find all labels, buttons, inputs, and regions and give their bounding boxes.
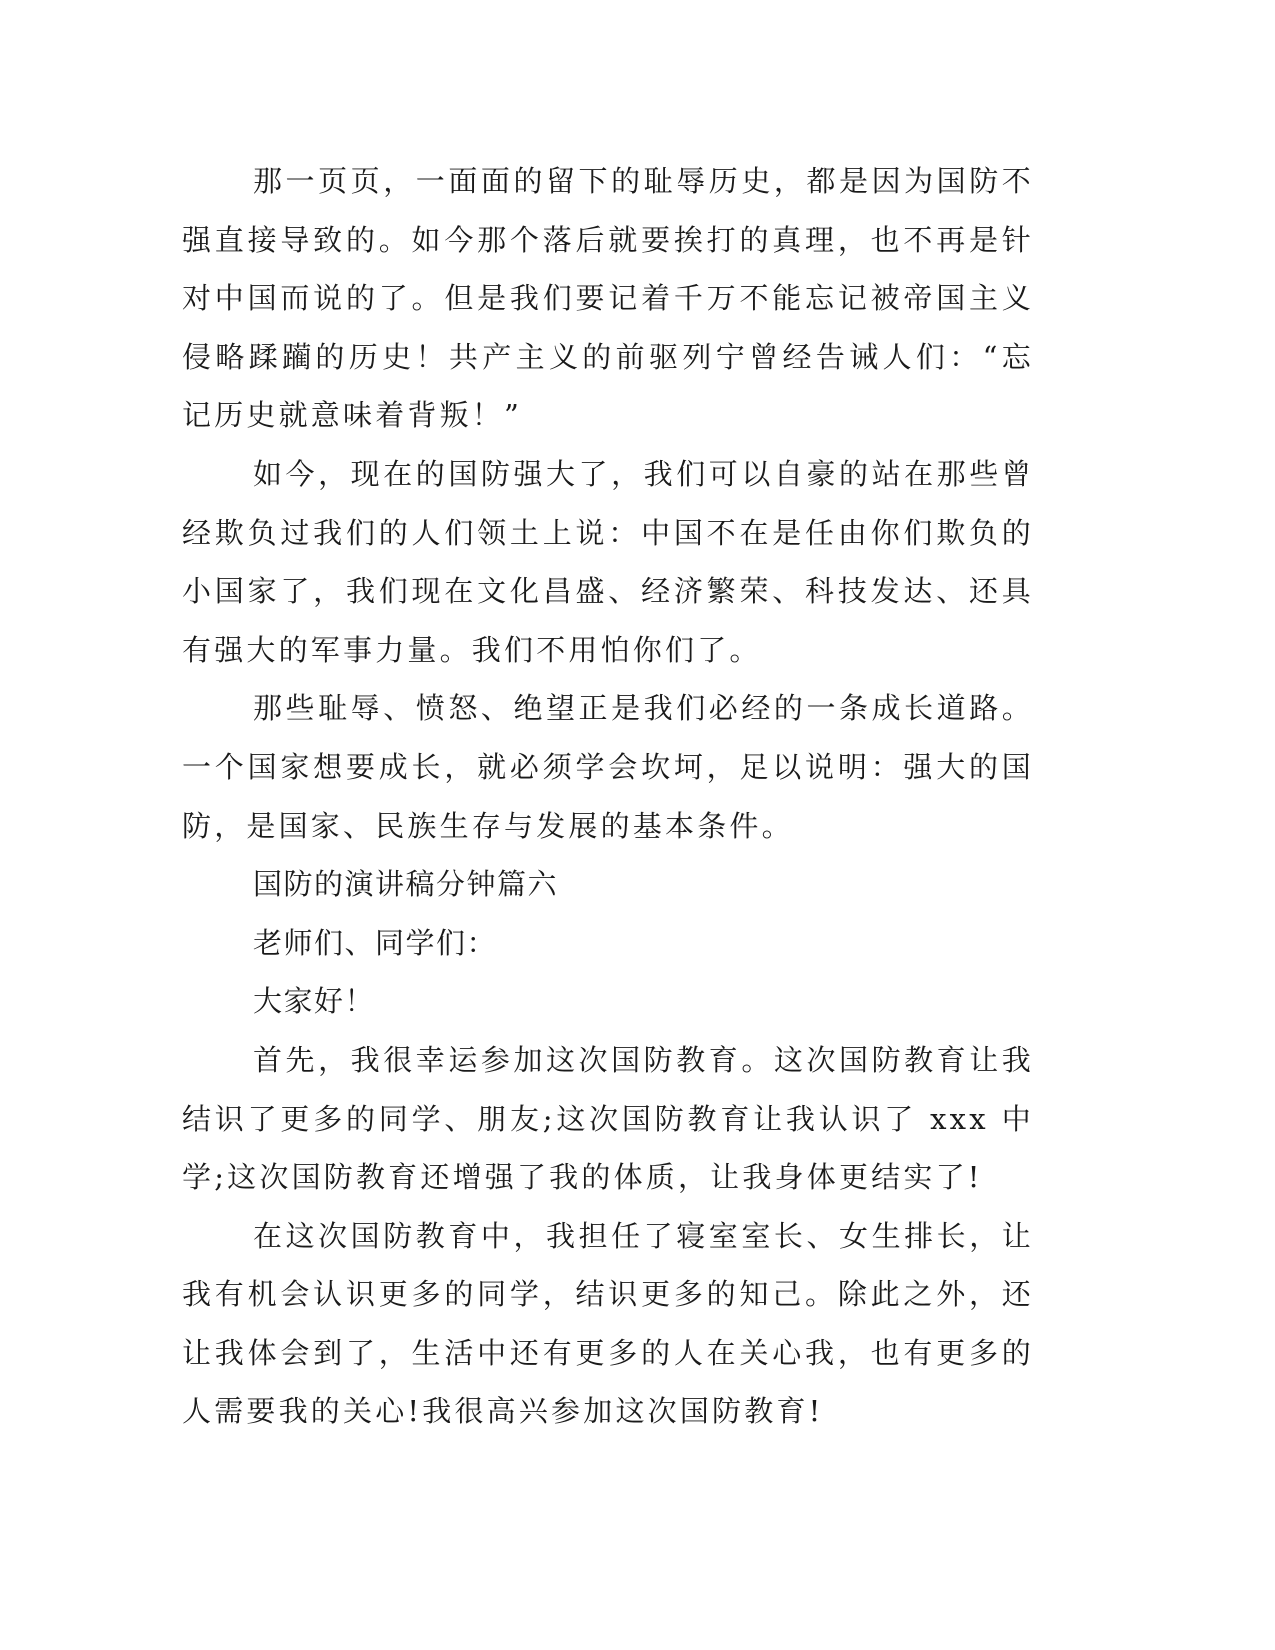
paragraph-history-shame: 那一页页，一面面的留下的耻辱历史，都是因为国防不强直接导致的。如今那个落后就要挨打的真理，也不再是针对中国而说的了。但是我们要记着千万不能忘记被帝国主义侵略蹂躏的历史！共产主义的前驱列宁曾经告诫人们：“忘记历史就意味着背叛！”: [182, 164, 1034, 433]
salutation: 老师们、同学们：: [253, 925, 498, 960]
greeting: 大家好！: [253, 984, 376, 1019]
paragraph-growth-path: 那些耻辱、愤怒、绝望正是我们必经的一条成长道路。一个国家想要成长，就必须学会坎坷，足以说明：强大的国防，是国家、民族生存与发展的基本条件。: [182, 691, 1034, 843]
paragraph-strong-defense: 如今，现在的国防强大了，我们可以自豪的站在那些曾经欺负过我们的人们领土上说：中国不在是任由你们欺负的小国家了，我们现在文化昌盛、经济繁荣、科技发达、还具有强大的军事力量。我们不用怕你们了。: [182, 456, 1034, 667]
paragraph-dorm-leader: 在这次国防教育中，我担任了寝室室长、女生排长，让我有机会认识更多的同学，结识更多的知己。除此之外，还让我体会到了，生活中还有更多的人在关心我，也有更多的人需要我的关心!我很高兴参加这次国防教育!: [182, 1218, 1034, 1429]
document-body: [182, 152, 1034, 1441]
paragraph-fortunate: 首先，我很幸运参加这次国防教育。这次国防教育让我结识了更多的同学、朋友;这次国防教育让我认识了 xxx 中学;这次国防教育还增强了我的体质，让我身体更结实了!: [182, 1042, 1034, 1195]
section-heading: 国防的演讲稿分钟篇六: [253, 867, 559, 902]
